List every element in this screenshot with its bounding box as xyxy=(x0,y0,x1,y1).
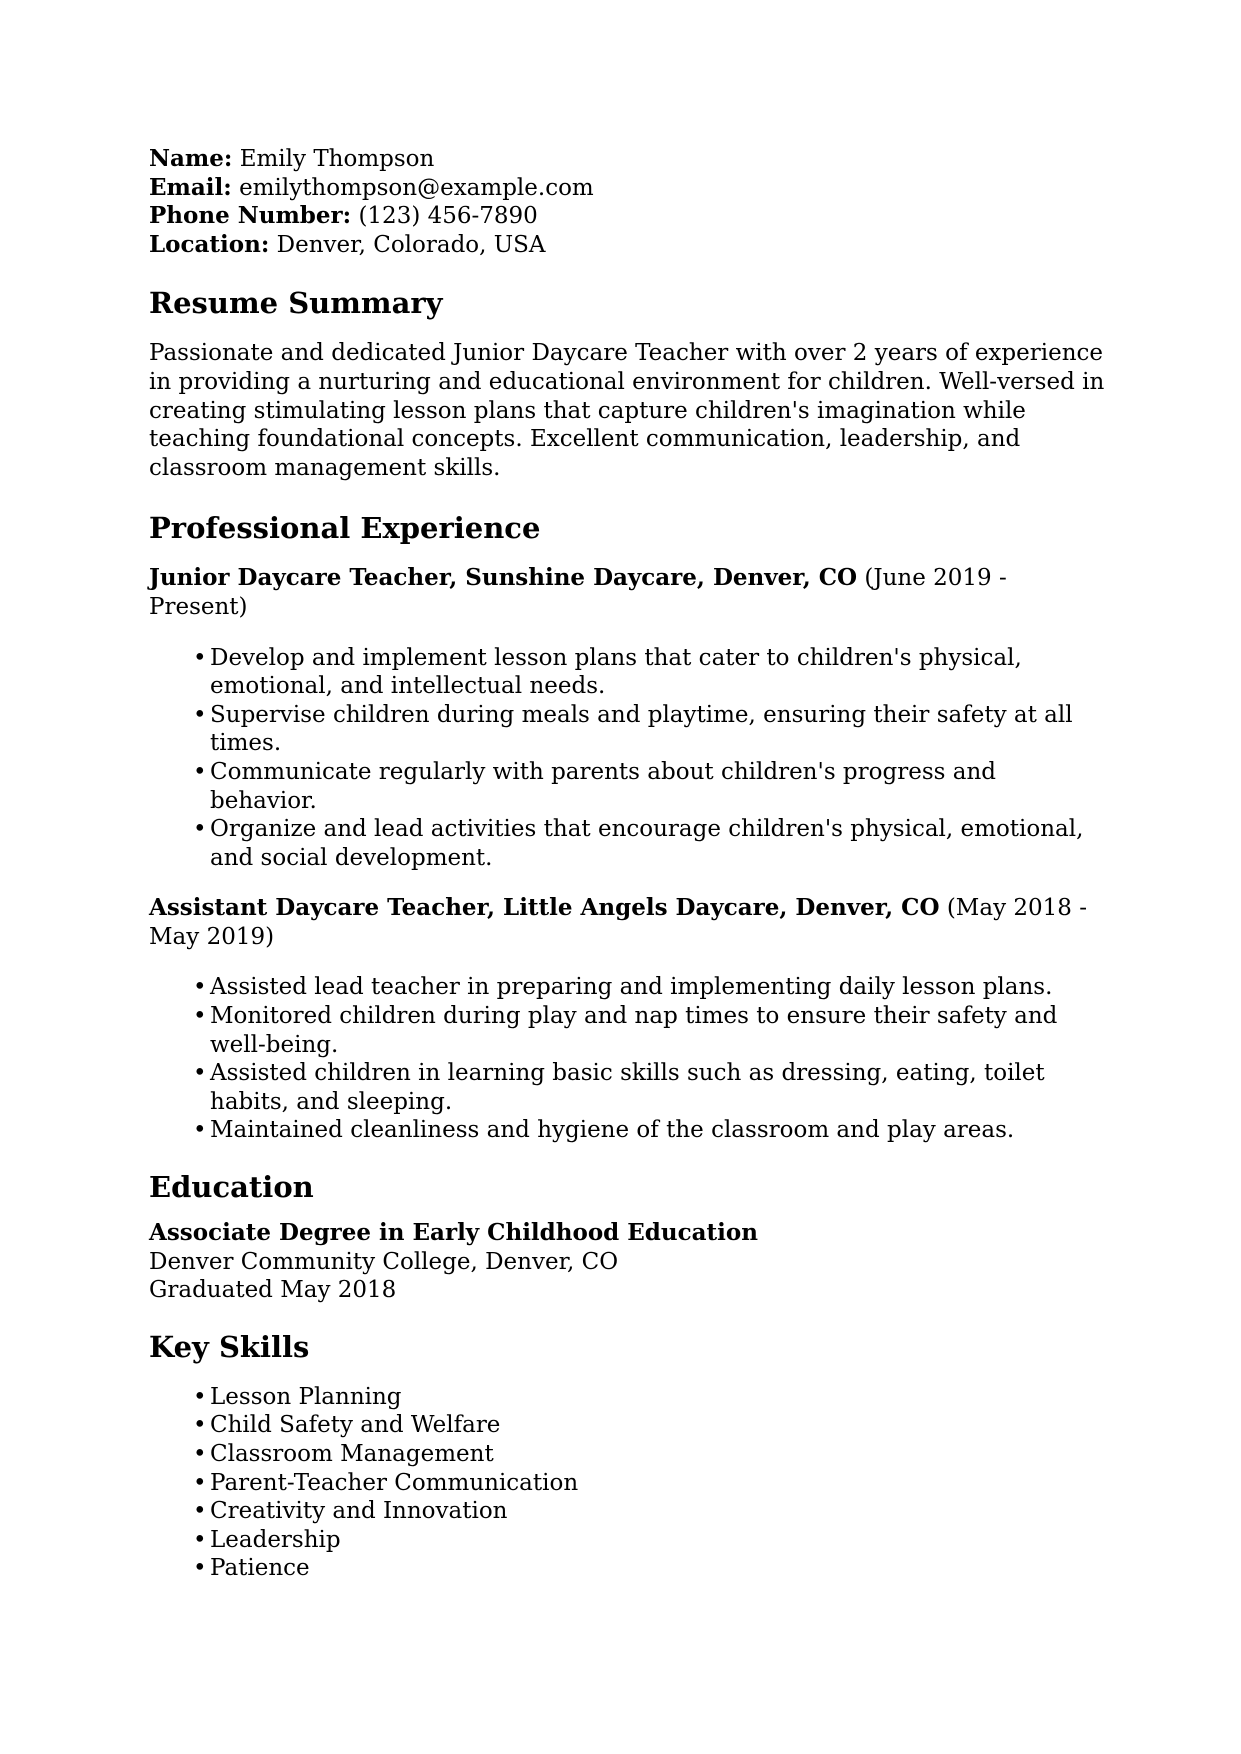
list-item-text: Assisted children in learning basic skills such as dressing, eating, toilet habits, and sleeping. xyxy=(210,1060,1045,1115)
location-label: Location: xyxy=(149,230,270,258)
list-item xyxy=(193,815,1109,872)
bullet-icon: • xyxy=(193,1383,207,1410)
bullet-icon: • xyxy=(193,1469,207,1496)
bullet-icon: • xyxy=(193,758,207,785)
job-dates: (June 2019 - Present) xyxy=(149,565,1007,620)
bullet-icon: • xyxy=(193,1526,207,1553)
resume-page xyxy=(149,145,1109,1583)
skill-text: Parent-Teacher Communication xyxy=(210,1469,579,1496)
contact-name xyxy=(149,145,1109,174)
education-degree: Associate Degree in Early Childhood Education xyxy=(149,1219,758,1247)
bullet-icon: • xyxy=(193,1412,207,1439)
contact-email xyxy=(149,174,1109,203)
skill-text: Creativity and Innovation xyxy=(210,1498,508,1525)
list-item-text: Supervise children during meals and playtime, ensuring their safety at all times. xyxy=(210,701,1073,757)
bullet-icon: • xyxy=(193,1441,207,1467)
job-title: Junior Daycare Teacher, Sunshine Daycare, Denver, CO xyxy=(149,564,858,592)
skill-text: Classroom Management xyxy=(210,1441,494,1467)
skill-text: Child Safety and Welfare xyxy=(210,1412,501,1439)
bullet-icon: • xyxy=(193,816,207,843)
contact-block xyxy=(149,145,1109,259)
list-item xyxy=(193,644,1109,701)
list-item xyxy=(193,758,1109,815)
bullet-icon: • xyxy=(193,1117,207,1144)
skill-text: Patience xyxy=(210,1555,310,1582)
list-item xyxy=(193,1059,1109,1116)
job-title: Assistant Daycare Teacher, Little Angels Daycare, Denver, CO xyxy=(149,894,940,922)
skills-list xyxy=(149,1383,1109,1583)
list-item-text: Maintained cleanliness and hygiene of the classroom and play areas. xyxy=(210,1117,1015,1144)
list-item xyxy=(193,1116,1109,1145)
list-item-text: Assisted lead teacher in preparing and implementing daily lesson plans. xyxy=(210,974,1053,1001)
job-duties-list xyxy=(149,973,1109,1145)
skills-heading: Key Skills xyxy=(149,1329,310,1364)
list-item-text: Organize and lead activities that encourage children's physical, emotional, and social development. xyxy=(210,816,1084,871)
list-item xyxy=(193,1554,1109,1583)
bullet-icon: • xyxy=(193,1003,207,1030)
list-item xyxy=(193,1469,1109,1498)
bullet-icon: • xyxy=(193,1498,207,1525)
list-item xyxy=(193,1002,1109,1059)
list-item-text: Communicate regularly with parents about children's progress and behavior. xyxy=(210,758,996,814)
education-graduated: Graduated May 2018 xyxy=(149,1277,397,1304)
experience-heading: Professional Experience xyxy=(149,511,541,546)
list-item xyxy=(193,1497,1109,1526)
bullet-icon: • xyxy=(193,974,207,1001)
job-duties-list xyxy=(149,644,1109,873)
email-value: emilythompson@example.com xyxy=(239,174,594,201)
list-item-text: Monitored children during play and nap times to ensure their safety and well-being. xyxy=(210,1003,1058,1058)
job-dates: (May 2018 - May 2019) xyxy=(149,895,1087,950)
list-item xyxy=(193,1411,1109,1440)
bullet-icon: • xyxy=(193,644,207,671)
list-item xyxy=(193,1526,1109,1555)
list-item xyxy=(193,701,1109,758)
education-school: Denver Community College, Denver, CO xyxy=(149,1248,619,1275)
education-entry xyxy=(149,1219,1109,1305)
bullet-icon: • xyxy=(193,1555,207,1582)
bullet-icon: • xyxy=(193,1060,207,1087)
email-label: Email: xyxy=(149,173,232,201)
contact-location xyxy=(149,231,1109,260)
job-entry xyxy=(149,564,1109,872)
skill-text: Leadership xyxy=(210,1526,341,1553)
phone-value: (123) 456-7890 xyxy=(358,203,538,230)
bullet-icon: • xyxy=(193,701,207,728)
location-value: Denver, Colorado, USA xyxy=(276,231,546,258)
summary-text: Passionate and dedicated Junior Daycare Teacher with over 2 years of experience in providing a nurturing and educational environment for children. Well-versed in creating stimulating lesson plans that capture children's imagination while teaching foundational concepts. Excellent communication, leadership, and classroom management skills. xyxy=(149,340,1105,481)
list-item xyxy=(193,1440,1109,1469)
skill-text: Lesson Planning xyxy=(210,1383,402,1410)
summary-heading: Resume Summary xyxy=(149,286,443,321)
job-title-line xyxy=(149,894,1109,951)
job-entry xyxy=(149,894,1109,1145)
education-heading: Education xyxy=(149,1170,314,1205)
job-title-line xyxy=(149,564,1109,621)
list-item xyxy=(193,973,1109,1002)
name-value: Emily Thompson xyxy=(239,146,435,172)
contact-phone xyxy=(149,202,1109,231)
phone-label: Phone Number: xyxy=(149,202,352,230)
list-item xyxy=(193,1383,1109,1412)
list-item-text: Develop and implement lesson plans that cater to children's physical, emotional, and intellectual needs. xyxy=(210,644,1022,700)
name-label: Name: xyxy=(149,145,233,172)
